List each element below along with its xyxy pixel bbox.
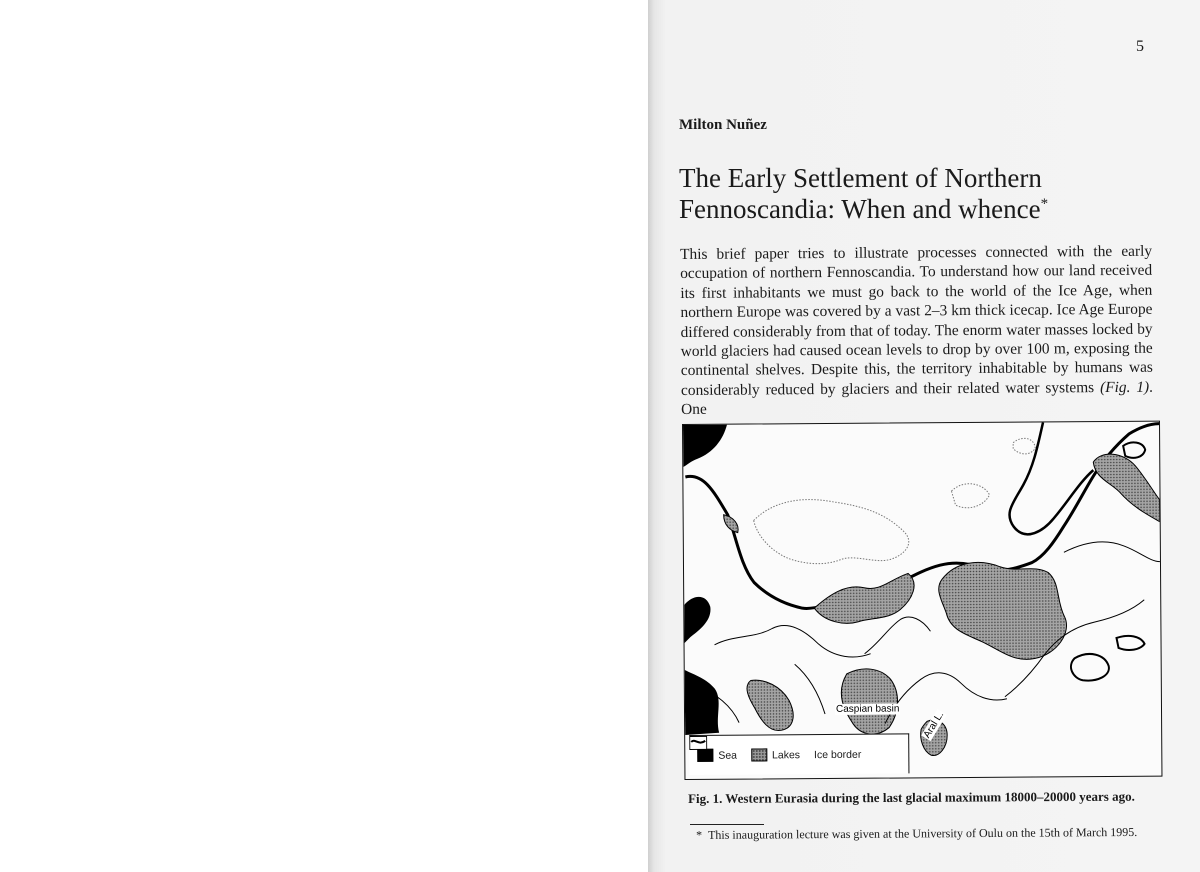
river-6	[795, 664, 825, 714]
body-paragraph	[680, 242, 1153, 420]
body-text-tail: . One	[681, 378, 1154, 419]
paper-title	[679, 163, 1149, 225]
footnote	[696, 825, 1166, 843]
map-label-caspian: Caspian basin	[835, 703, 900, 715]
ice-cap-outline-north	[754, 499, 909, 564]
lake-ice-margin	[814, 573, 914, 623]
figure-map	[682, 421, 1162, 780]
lake-northeast-ring	[1123, 442, 1145, 458]
sea-black	[685, 670, 719, 735]
footnote-rule	[690, 824, 764, 825]
river-1	[714, 625, 870, 658]
legend-lakes-label: Lakes	[771, 748, 801, 761]
legend-sea-label: Sea	[718, 749, 738, 762]
river-7	[1064, 541, 1160, 562]
lake-black-sea-basin	[747, 680, 793, 731]
figure-reference: (Fig. 1)	[1099, 378, 1150, 396]
sea-swatch-icon	[697, 749, 713, 762]
footnote-text: This inauguration lecture was given at the University of Oulu on the 15th of March 1995.	[707, 824, 1138, 842]
title-footnote-mark: *	[1040, 196, 1049, 212]
river-2	[864, 617, 930, 654]
sea-northwest	[683, 425, 727, 467]
ice-border-line	[685, 424, 1160, 610]
map-legend	[689, 733, 909, 775]
lake-caspian	[841, 669, 898, 735]
map-graphic	[683, 422, 1161, 779]
ice-border-swatch-icon	[689, 736, 707, 750]
legend-lakes	[751, 748, 800, 761]
lake-west-sliver	[724, 515, 739, 533]
lake-east	[1071, 654, 1109, 681]
lake-far-east	[1116, 636, 1144, 650]
lakes-swatch-icon	[751, 748, 767, 761]
legend-sea	[697, 749, 737, 762]
title-line-1: The Early Settlement of Northern	[679, 163, 1042, 193]
footnote-mark: *	[696, 827, 703, 842]
ice-cap-outline-small	[1013, 438, 1035, 454]
map-label-aral: Aral L.	[921, 709, 947, 741]
legend-ice-border	[814, 748, 861, 760]
lake-west-siberia	[939, 562, 1067, 660]
book-page	[648, 0, 1200, 872]
page-number: 5	[1136, 38, 1144, 55]
author-name: Milton Nuñez	[679, 117, 767, 133]
sea-baltic-shore	[684, 597, 711, 643]
ice-cap-outline-east	[951, 484, 989, 508]
legend-ice-border-label: Ice border	[813, 748, 862, 761]
body-text-main: This brief paper tries to illustrate processes connected with the early occupation of northern Fennoscandia. To understand how our land received its first inhabitants we must go back to the world of the Ice Age, when northern Europe was covered by a vast 2–3 km thick icecap. Ice Age Europe differed considerably from that of today. The enorm water masses locked by world glaciers had caused ocean levels to drop by over 100 m, exposing the continental shelves. Despite this, the territory inhabitable by humans was considerably reduced by glaciers and their related water systems	[680, 242, 1153, 399]
title-line-2: Fennoscandia: When and whence	[679, 194, 1041, 224]
figure-caption: Fig. 1. Western Eurasia during the last glacial maximum 18000–20000 years ago.	[688, 788, 1135, 806]
lake-northeast	[1093, 454, 1159, 522]
